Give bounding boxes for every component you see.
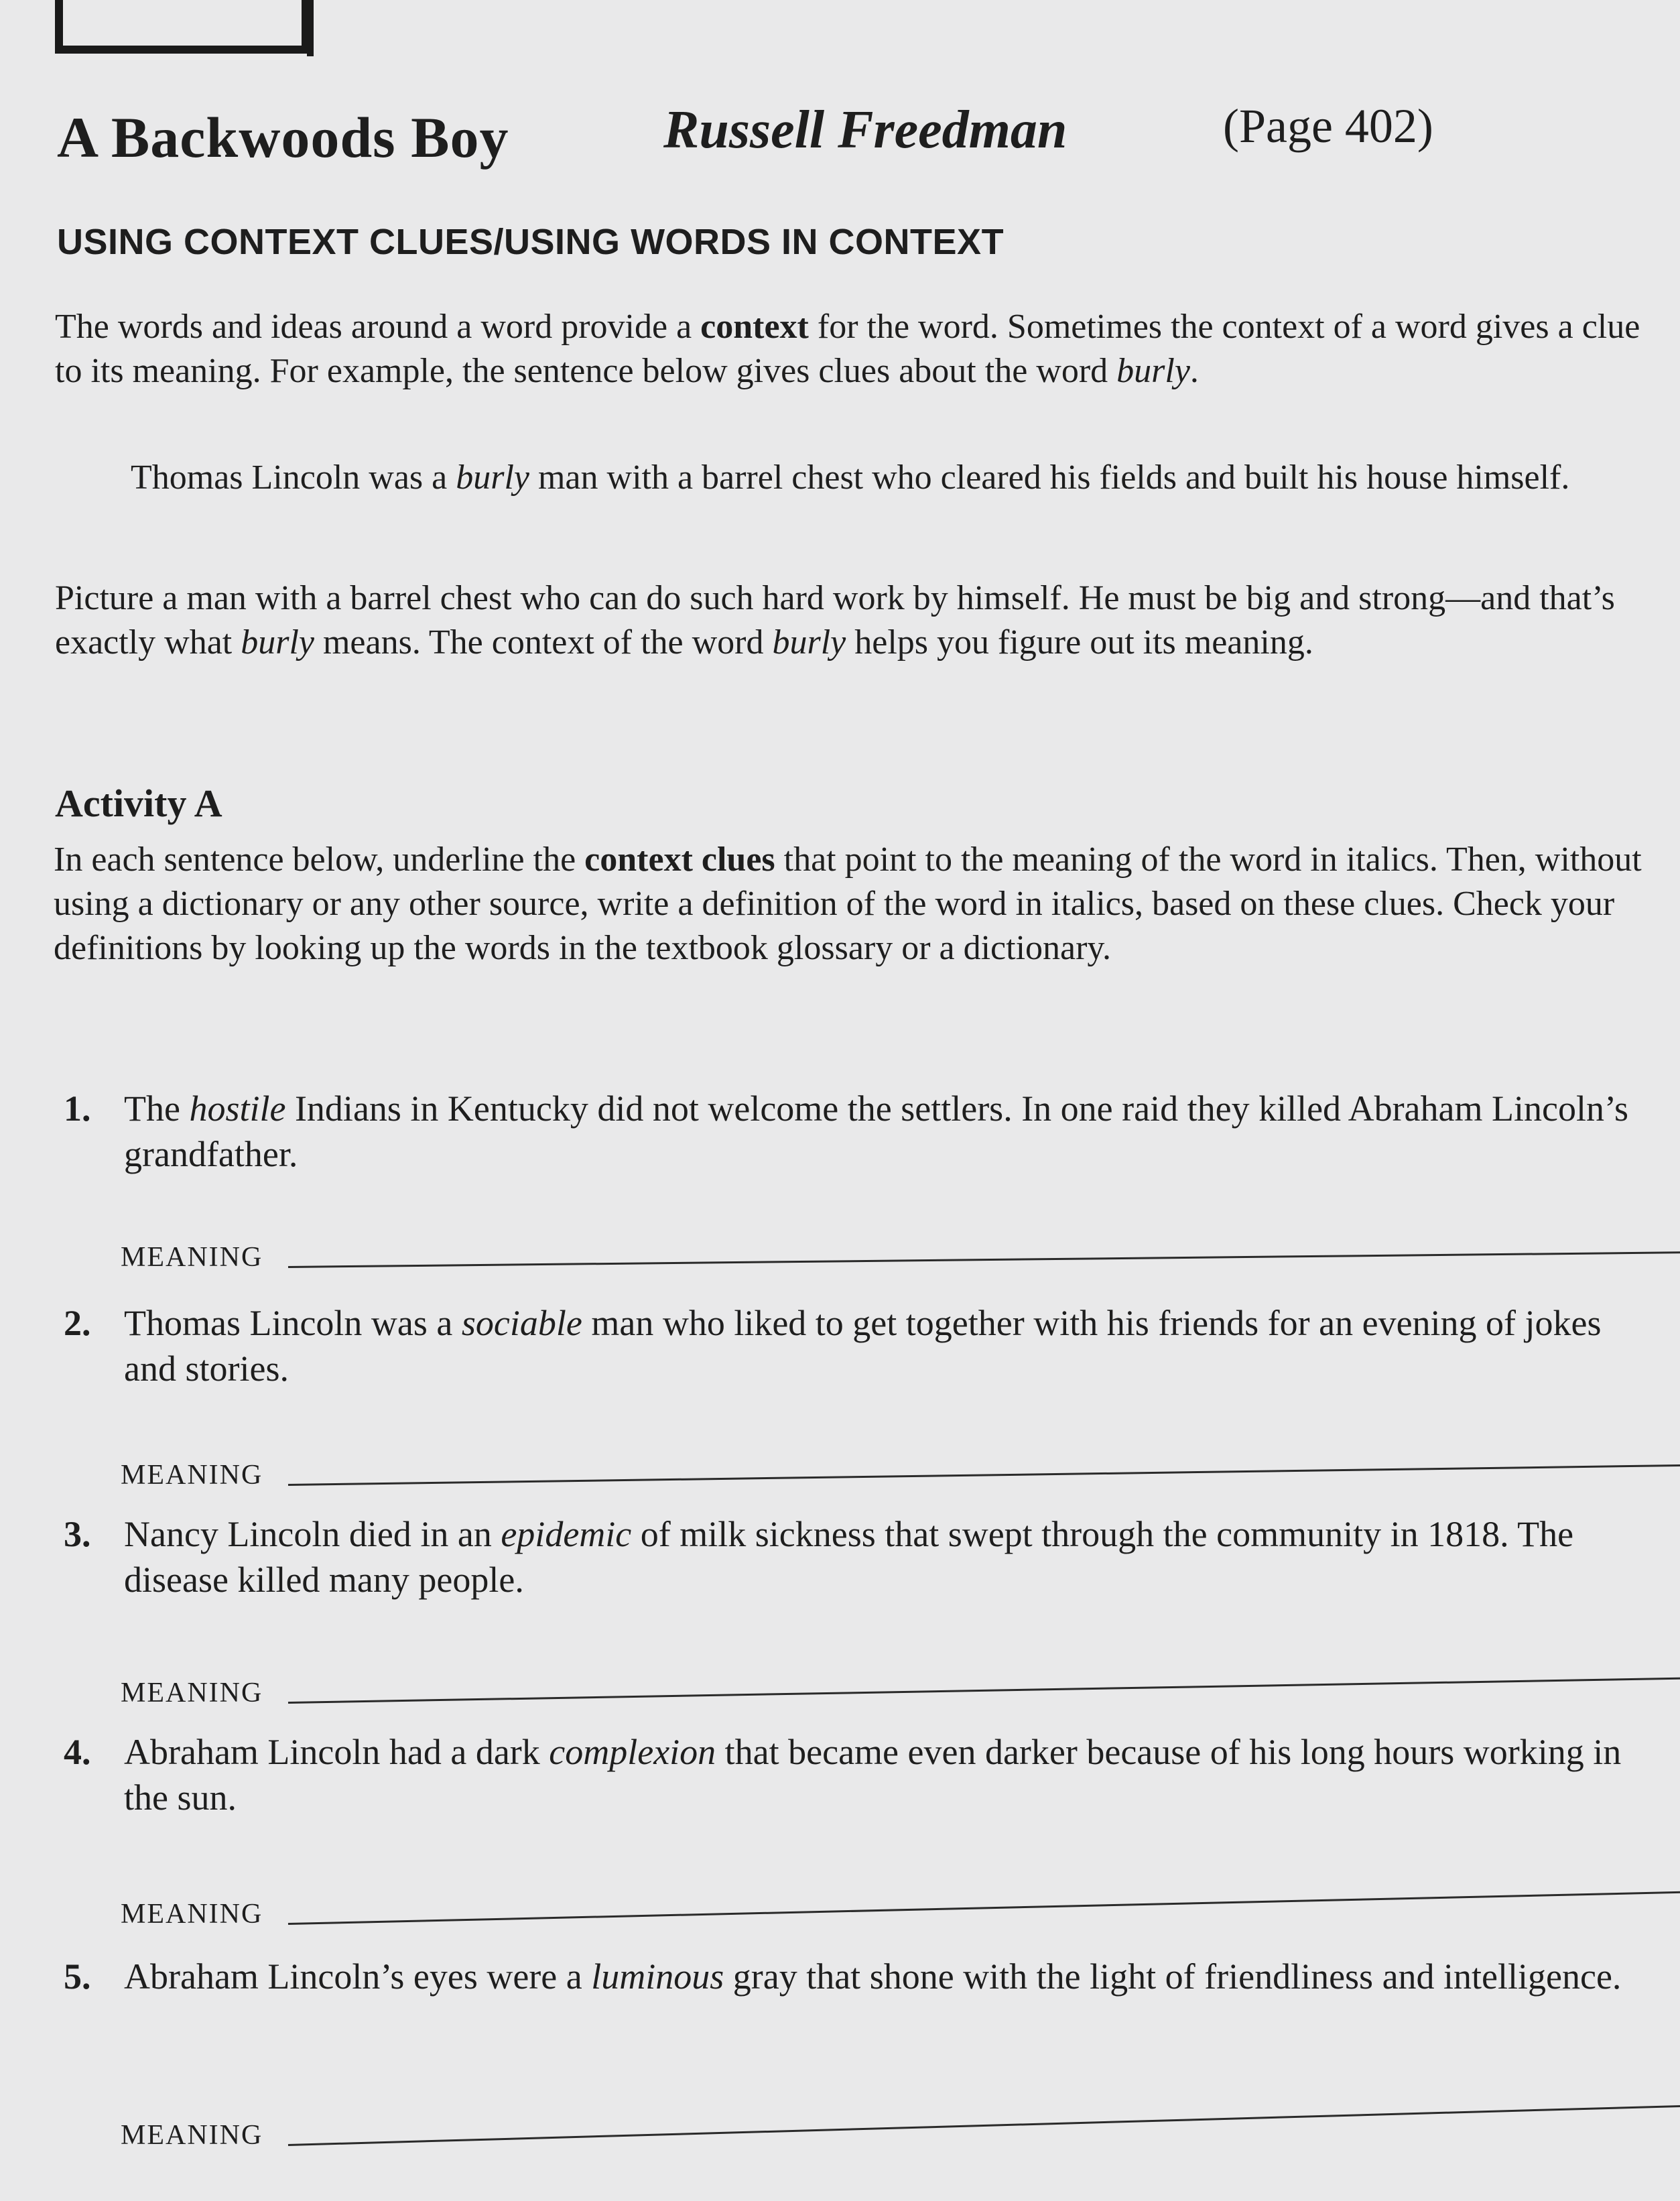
item-sentence: Abraham Lincoln had a dark complexion that became even darker because of his long hours working in the sun.	[124, 1732, 1622, 1818]
item-number: 5.	[64, 1956, 91, 1997]
activity-instructions: In each sentence below, underline the context clues that point to the meaning of the word in italics. Then, without using a dictionary or any other source, write a definition of the word in italics, based on these clues. Check your definitions by looking up the words in the textbook glossary or a dictionary.	[54, 840, 1642, 967]
story-title: A Backwoods Boy	[57, 105, 509, 170]
target-word: complexion	[549, 1732, 716, 1772]
item-number: 4.	[64, 1732, 91, 1772]
example-sentence: Thomas Lincoln was a burly man with a barrel chest who cleared his fields and built his house himself.	[131, 458, 1570, 497]
exercise-item	[64, 1300, 1645, 1391]
item-sentence: Abraham Lincoln’s eyes were a luminous gray that shone with the light of friendliness and intelligence.	[124, 1956, 1622, 1997]
exercise-item	[64, 1086, 1645, 1177]
meaning-label: MEANING	[121, 2120, 263, 2151]
meaning-row	[121, 1451, 1680, 1491]
keyword-context-clues: context clues	[584, 840, 775, 879]
exercise-item	[64, 1511, 1645, 1602]
item-number: 2.	[64, 1303, 91, 1343]
meaning-label: MEANING	[121, 1899, 263, 1930]
meaning-answer-line[interactable]	[288, 2104, 1680, 2146]
item-number: 1.	[64, 1088, 91, 1129]
target-word: hostile	[189, 1088, 286, 1129]
item-sentence: Nancy Lincoln died in an epidemic of milk sickness that swept through the community in 1818. The disease killed many people.	[124, 1514, 1574, 1600]
target-word: luminous	[591, 1956, 724, 1997]
keyword-burly: burly	[241, 623, 314, 662]
explanation-paragraph: Picture a man with a barrel chest who can do such hard work by himself. He must be big and strong—and that’s exactly what burly means. The context of the word burly helps you figure out its meaning.	[55, 579, 1615, 662]
meaning-row	[121, 1890, 1680, 1930]
keyword-context: context	[700, 308, 809, 346]
meaning-answer-line[interactable]	[288, 1677, 1680, 1704]
corner-frame-shadow	[307, 0, 314, 56]
meaning-answer-line[interactable]	[288, 1251, 1680, 1268]
meaning-answer-line[interactable]	[288, 1464, 1680, 1486]
meaning-row	[121, 1233, 1680, 1273]
exercise-item	[64, 1729, 1645, 1820]
exercise-item	[64, 1954, 1645, 1999]
section-heading: USING CONTEXT CLUES/USING WORDS IN CONTEXT	[57, 222, 1005, 262]
keyword-burly: burly	[772, 623, 846, 662]
page-reference: (Page 402)	[1223, 99, 1433, 153]
title-row	[57, 99, 1598, 178]
keyword-burly: burly	[456, 458, 529, 497]
target-word: sociable	[461, 1303, 582, 1343]
corner-frame-decoration	[55, 0, 310, 54]
activity-heading: Activity A	[55, 781, 222, 825]
meaning-label: MEANING	[121, 1460, 263, 1491]
meaning-row	[121, 1669, 1680, 1709]
meaning-label: MEANING	[121, 1678, 263, 1708]
item-number: 3.	[64, 1514, 91, 1554]
item-sentence: Thomas Lincoln was a sociable man who liked to get together with his friends for an evening of jokes and stories.	[124, 1303, 1602, 1389]
meaning-row	[121, 2111, 1680, 2151]
item-sentence: The hostile Indians in Kentucky did not welcome the settlers. In one raid they killed Abraham Lincoln’s grandfather.	[124, 1088, 1628, 1174]
meaning-answer-line[interactable]	[288, 1891, 1680, 1925]
intro-paragraph: The words and ideas around a word provide a context for the word. Sometimes the context of a word gives a clue to its meaning. For example, the sentence below gives clues about the word burly.	[55, 308, 1640, 390]
keyword-burly: burly	[1116, 352, 1190, 390]
target-word: epidemic	[501, 1514, 632, 1554]
meaning-label: MEANING	[121, 1242, 263, 1273]
author-name: Russell Freedman	[663, 101, 1068, 160]
